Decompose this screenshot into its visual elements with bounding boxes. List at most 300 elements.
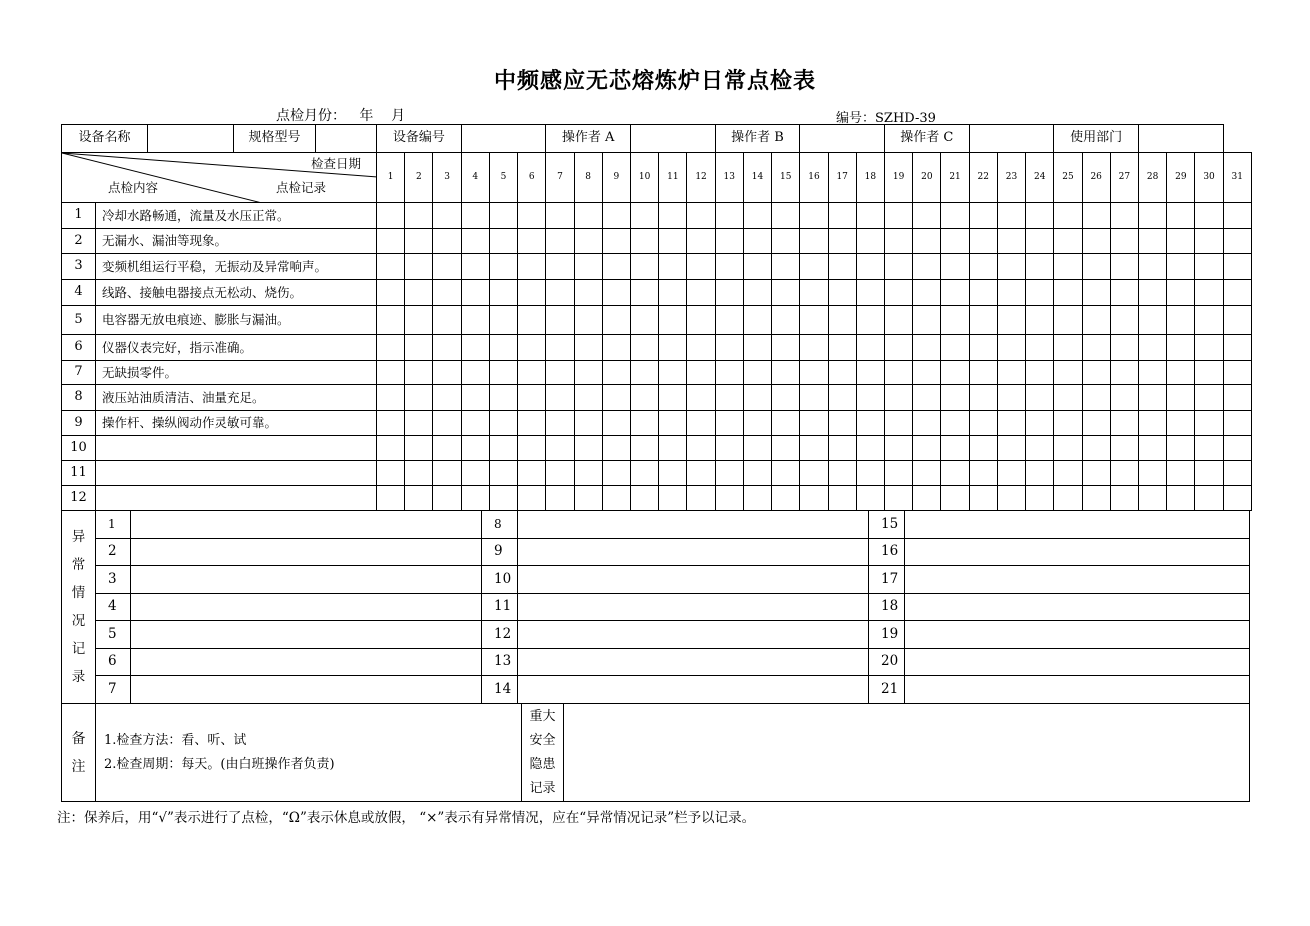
- check-cell[interactable]: [518, 385, 546, 411]
- check-cell[interactable]: [885, 335, 913, 361]
- check-cell[interactable]: [913, 361, 941, 385]
- check-cell[interactable]: [856, 306, 884, 335]
- major-hazard-field[interactable]: [564, 704, 1250, 802]
- check-cell[interactable]: [1167, 361, 1195, 385]
- check-cell[interactable]: [800, 280, 828, 306]
- check-cell[interactable]: [405, 306, 433, 335]
- check-cell[interactable]: [489, 385, 517, 411]
- check-cell[interactable]: [631, 411, 659, 436]
- check-cell[interactable]: [461, 229, 489, 254]
- check-cell[interactable]: [1110, 254, 1138, 280]
- check-cell[interactable]: [1110, 229, 1138, 254]
- check-cell[interactable]: [433, 254, 461, 280]
- check-cell[interactable]: [743, 385, 771, 411]
- check-cell[interactable]: [856, 280, 884, 306]
- check-cell[interactable]: [856, 203, 884, 229]
- abnormal-field[interactable]: [131, 621, 482, 649]
- check-cell[interactable]: [659, 229, 687, 254]
- check-cell[interactable]: [1139, 203, 1167, 229]
- check-cell[interactable]: [433, 306, 461, 335]
- check-cell[interactable]: [546, 436, 574, 461]
- check-cell[interactable]: [546, 203, 574, 229]
- check-cell[interactable]: [1110, 486, 1138, 511]
- check-cell[interactable]: [659, 254, 687, 280]
- check-cell[interactable]: [772, 486, 800, 511]
- check-cell[interactable]: [743, 436, 771, 461]
- check-cell[interactable]: [800, 411, 828, 436]
- check-cell[interactable]: [828, 203, 856, 229]
- check-cell[interactable]: [1082, 486, 1110, 511]
- check-cell[interactable]: [489, 361, 517, 385]
- check-cell[interactable]: [772, 361, 800, 385]
- check-cell[interactable]: [800, 361, 828, 385]
- check-cell[interactable]: [631, 335, 659, 361]
- check-cell[interactable]: [489, 254, 517, 280]
- check-cell[interactable]: [1026, 229, 1054, 254]
- check-cell[interactable]: [743, 461, 771, 486]
- check-cell[interactable]: [1054, 411, 1082, 436]
- check-cell[interactable]: [602, 361, 630, 385]
- check-cell[interactable]: [941, 411, 969, 436]
- check-cell[interactable]: [715, 461, 743, 486]
- check-cell[interactable]: [405, 229, 433, 254]
- check-cell[interactable]: [602, 229, 630, 254]
- check-cell[interactable]: [743, 229, 771, 254]
- check-cell[interactable]: [631, 254, 659, 280]
- check-cell[interactable]: [1167, 461, 1195, 486]
- check-cell[interactable]: [997, 411, 1025, 436]
- check-cell[interactable]: [1195, 203, 1223, 229]
- check-cell[interactable]: [1167, 385, 1195, 411]
- check-cell[interactable]: [405, 461, 433, 486]
- check-cell[interactable]: [518, 335, 546, 361]
- check-cell[interactable]: [941, 229, 969, 254]
- check-cell[interactable]: [856, 461, 884, 486]
- check-cell[interactable]: [1139, 229, 1167, 254]
- check-cell[interactable]: [913, 335, 941, 361]
- check-cell[interactable]: [800, 385, 828, 411]
- check-cell[interactable]: [433, 229, 461, 254]
- check-cell[interactable]: [631, 229, 659, 254]
- check-cell[interactable]: [941, 280, 969, 306]
- check-cell[interactable]: [405, 411, 433, 436]
- check-cell[interactable]: [687, 461, 715, 486]
- check-cell[interactable]: [715, 306, 743, 335]
- check-cell[interactable]: [1167, 411, 1195, 436]
- check-cell[interactable]: [659, 436, 687, 461]
- check-cell[interactable]: [631, 486, 659, 511]
- check-cell[interactable]: [405, 254, 433, 280]
- check-cell[interactable]: [489, 306, 517, 335]
- check-cell[interactable]: [518, 229, 546, 254]
- check-cell[interactable]: [1195, 385, 1223, 411]
- check-cell[interactable]: [715, 203, 743, 229]
- check-cell[interactable]: [715, 411, 743, 436]
- check-cell[interactable]: [602, 335, 630, 361]
- check-cell[interactable]: [433, 361, 461, 385]
- check-cell[interactable]: [997, 280, 1025, 306]
- check-cell[interactable]: [546, 254, 574, 280]
- check-cell[interactable]: [602, 254, 630, 280]
- check-cell[interactable]: [659, 335, 687, 361]
- check-cell[interactable]: [377, 385, 405, 411]
- check-cell[interactable]: [913, 280, 941, 306]
- check-cell[interactable]: [997, 306, 1025, 335]
- check-cell[interactable]: [828, 486, 856, 511]
- check-cell[interactable]: [743, 335, 771, 361]
- check-cell[interactable]: [1082, 254, 1110, 280]
- check-cell[interactable]: [913, 436, 941, 461]
- check-cell[interactable]: [800, 335, 828, 361]
- check-cell[interactable]: [772, 436, 800, 461]
- abnormal-field[interactable]: [905, 676, 1250, 704]
- check-cell[interactable]: [885, 254, 913, 280]
- check-cell[interactable]: [377, 229, 405, 254]
- check-cell[interactable]: [1139, 385, 1167, 411]
- check-cell[interactable]: [574, 203, 602, 229]
- check-cell[interactable]: [800, 203, 828, 229]
- check-cell[interactable]: [574, 306, 602, 335]
- check-cell[interactable]: [631, 203, 659, 229]
- check-cell[interactable]: [602, 486, 630, 511]
- check-cell[interactable]: [518, 486, 546, 511]
- check-cell[interactable]: [659, 203, 687, 229]
- check-cell[interactable]: [574, 385, 602, 411]
- check-cell[interactable]: [1054, 461, 1082, 486]
- check-cell[interactable]: [405, 486, 433, 511]
- check-cell[interactable]: [828, 411, 856, 436]
- check-cell[interactable]: [489, 486, 517, 511]
- check-cell[interactable]: [433, 411, 461, 436]
- check-cell[interactable]: [800, 461, 828, 486]
- check-cell[interactable]: [574, 461, 602, 486]
- check-cell[interactable]: [856, 411, 884, 436]
- abnormal-field[interactable]: [905, 648, 1250, 676]
- check-cell[interactable]: [997, 461, 1025, 486]
- check-cell[interactable]: [518, 280, 546, 306]
- abnormal-field[interactable]: [131, 593, 482, 621]
- check-cell[interactable]: [800, 254, 828, 280]
- check-cell[interactable]: [1110, 335, 1138, 361]
- abnormal-field[interactable]: [518, 538, 869, 566]
- check-cell[interactable]: [1195, 436, 1223, 461]
- check-cell[interactable]: [1054, 436, 1082, 461]
- check-cell[interactable]: [659, 461, 687, 486]
- check-cell[interactable]: [1082, 361, 1110, 385]
- check-cell[interactable]: [969, 436, 997, 461]
- check-cell[interactable]: [800, 306, 828, 335]
- check-cell[interactable]: [1026, 280, 1054, 306]
- check-cell[interactable]: [1110, 461, 1138, 486]
- check-cell[interactable]: [574, 361, 602, 385]
- check-cell[interactable]: [1195, 411, 1223, 436]
- check-cell[interactable]: [1195, 254, 1223, 280]
- check-cell[interactable]: [518, 411, 546, 436]
- check-cell[interactable]: [489, 203, 517, 229]
- check-cell[interactable]: [461, 486, 489, 511]
- abnormal-field[interactable]: [131, 676, 482, 704]
- check-cell[interactable]: [1026, 411, 1054, 436]
- abnormal-field[interactable]: [131, 511, 482, 539]
- check-cell[interactable]: [659, 486, 687, 511]
- check-cell[interactable]: [1195, 280, 1223, 306]
- equipment-name-field[interactable]: [148, 125, 234, 153]
- check-cell[interactable]: [1054, 280, 1082, 306]
- check-cell[interactable]: [602, 385, 630, 411]
- check-cell[interactable]: [405, 436, 433, 461]
- check-cell[interactable]: [405, 203, 433, 229]
- check-cell[interactable]: [941, 306, 969, 335]
- check-cell[interactable]: [772, 306, 800, 335]
- check-cell[interactable]: [1082, 306, 1110, 335]
- check-cell[interactable]: [489, 411, 517, 436]
- check-cell[interactable]: [885, 280, 913, 306]
- check-cell[interactable]: [461, 361, 489, 385]
- check-cell[interactable]: [1082, 411, 1110, 436]
- check-cell[interactable]: [885, 436, 913, 461]
- check-cell[interactable]: [885, 486, 913, 511]
- check-cell[interactable]: [461, 335, 489, 361]
- check-cell[interactable]: [1082, 229, 1110, 254]
- check-cell[interactable]: [1223, 361, 1251, 385]
- check-cell[interactable]: [377, 461, 405, 486]
- check-cell[interactable]: [743, 411, 771, 436]
- check-cell[interactable]: [433, 486, 461, 511]
- check-cell[interactable]: [433, 436, 461, 461]
- check-cell[interactable]: [1054, 203, 1082, 229]
- check-cell[interactable]: [1110, 280, 1138, 306]
- check-cell[interactable]: [433, 335, 461, 361]
- check-cell[interactable]: [574, 254, 602, 280]
- check-cell[interactable]: [885, 203, 913, 229]
- check-cell[interactable]: [969, 280, 997, 306]
- check-cell[interactable]: [489, 436, 517, 461]
- check-cell[interactable]: [997, 385, 1025, 411]
- check-cell[interactable]: [1223, 486, 1251, 511]
- check-cell[interactable]: [602, 461, 630, 486]
- operator-b-field[interactable]: [800, 125, 885, 153]
- check-cell[interactable]: [461, 411, 489, 436]
- check-cell[interactable]: [659, 411, 687, 436]
- check-cell[interactable]: [687, 361, 715, 385]
- check-cell[interactable]: [913, 486, 941, 511]
- check-cell[interactable]: [941, 436, 969, 461]
- check-cell[interactable]: [969, 203, 997, 229]
- check-cell[interactable]: [461, 254, 489, 280]
- check-cell[interactable]: [1082, 203, 1110, 229]
- abnormal-field[interactable]: [518, 676, 869, 704]
- abnormal-field[interactable]: [518, 566, 869, 594]
- check-cell[interactable]: [631, 436, 659, 461]
- check-cell[interactable]: [913, 203, 941, 229]
- check-cell[interactable]: [377, 411, 405, 436]
- check-cell[interactable]: [1139, 411, 1167, 436]
- check-cell[interactable]: [631, 461, 659, 486]
- check-cell[interactable]: [743, 280, 771, 306]
- check-cell[interactable]: [602, 436, 630, 461]
- check-cell[interactable]: [433, 280, 461, 306]
- check-cell[interactable]: [941, 254, 969, 280]
- check-cell[interactable]: [969, 385, 997, 411]
- check-cell[interactable]: [885, 411, 913, 436]
- check-cell[interactable]: [772, 335, 800, 361]
- check-cell[interactable]: [687, 486, 715, 511]
- check-cell[interactable]: [772, 254, 800, 280]
- check-cell[interactable]: [969, 486, 997, 511]
- check-cell[interactable]: [546, 280, 574, 306]
- check-cell[interactable]: [1223, 203, 1251, 229]
- check-cell[interactable]: [997, 335, 1025, 361]
- check-cell[interactable]: [800, 486, 828, 511]
- check-cell[interactable]: [997, 361, 1025, 385]
- check-cell[interactable]: [1223, 436, 1251, 461]
- check-cell[interactable]: [631, 361, 659, 385]
- check-cell[interactable]: [602, 411, 630, 436]
- check-cell[interactable]: [715, 335, 743, 361]
- check-cell[interactable]: [1195, 486, 1223, 511]
- check-cell[interactable]: [631, 306, 659, 335]
- check-cell[interactable]: [941, 361, 969, 385]
- check-cell[interactable]: [574, 436, 602, 461]
- check-cell[interactable]: [1167, 486, 1195, 511]
- check-cell[interactable]: [715, 436, 743, 461]
- check-cell[interactable]: [1054, 385, 1082, 411]
- check-cell[interactable]: [1223, 306, 1251, 335]
- check-cell[interactable]: [1082, 436, 1110, 461]
- check-cell[interactable]: [1223, 411, 1251, 436]
- check-cell[interactable]: [969, 335, 997, 361]
- check-cell[interactable]: [885, 385, 913, 411]
- check-cell[interactable]: [828, 385, 856, 411]
- check-cell[interactable]: [743, 254, 771, 280]
- check-cell[interactable]: [1082, 385, 1110, 411]
- check-cell[interactable]: [433, 461, 461, 486]
- check-cell[interactable]: [546, 461, 574, 486]
- check-cell[interactable]: [885, 461, 913, 486]
- operator-a-field[interactable]: [631, 125, 716, 153]
- check-cell[interactable]: [489, 229, 517, 254]
- check-cell[interactable]: [602, 280, 630, 306]
- check-cell[interactable]: [1167, 280, 1195, 306]
- check-cell[interactable]: [461, 461, 489, 486]
- check-cell[interactable]: [546, 335, 574, 361]
- check-cell[interactable]: [941, 385, 969, 411]
- check-cell[interactable]: [461, 436, 489, 461]
- check-cell[interactable]: [1026, 306, 1054, 335]
- check-cell[interactable]: [377, 486, 405, 511]
- abnormal-field[interactable]: [518, 511, 869, 539]
- check-cell[interactable]: [687, 306, 715, 335]
- check-cell[interactable]: [1195, 229, 1223, 254]
- check-cell[interactable]: [856, 361, 884, 385]
- abnormal-field[interactable]: [905, 621, 1250, 649]
- check-cell[interactable]: [772, 203, 800, 229]
- check-cell[interactable]: [1026, 361, 1054, 385]
- check-cell[interactable]: [772, 385, 800, 411]
- check-cell[interactable]: [631, 385, 659, 411]
- check-cell[interactable]: [687, 203, 715, 229]
- check-cell[interactable]: [659, 385, 687, 411]
- check-cell[interactable]: [574, 280, 602, 306]
- check-cell[interactable]: [1054, 486, 1082, 511]
- check-cell[interactable]: [377, 254, 405, 280]
- operator-c-field[interactable]: [969, 125, 1054, 153]
- check-cell[interactable]: [828, 280, 856, 306]
- check-cell[interactable]: [1082, 335, 1110, 361]
- check-cell[interactable]: [913, 385, 941, 411]
- check-cell[interactable]: [1223, 254, 1251, 280]
- check-cell[interactable]: [941, 486, 969, 511]
- check-cell[interactable]: [518, 306, 546, 335]
- check-cell[interactable]: [489, 461, 517, 486]
- check-cell[interactable]: [546, 385, 574, 411]
- check-cell[interactable]: [1054, 229, 1082, 254]
- check-cell[interactable]: [800, 229, 828, 254]
- check-cell[interactable]: [461, 306, 489, 335]
- check-cell[interactable]: [405, 385, 433, 411]
- check-cell[interactable]: [1223, 229, 1251, 254]
- check-cell[interactable]: [1026, 486, 1054, 511]
- check-cell[interactable]: [828, 254, 856, 280]
- check-cell[interactable]: [1139, 254, 1167, 280]
- check-cell[interactable]: [377, 335, 405, 361]
- check-cell[interactable]: [1139, 461, 1167, 486]
- check-cell[interactable]: [772, 411, 800, 436]
- check-cell[interactable]: [687, 229, 715, 254]
- check-cell[interactable]: [1026, 461, 1054, 486]
- check-cell[interactable]: [377, 306, 405, 335]
- check-cell[interactable]: [433, 203, 461, 229]
- check-cell[interactable]: [1139, 486, 1167, 511]
- abnormal-field[interactable]: [131, 538, 482, 566]
- check-cell[interactable]: [828, 229, 856, 254]
- check-cell[interactable]: [574, 411, 602, 436]
- check-cell[interactable]: [518, 361, 546, 385]
- abnormal-field[interactable]: [131, 566, 482, 594]
- check-cell[interactable]: [885, 361, 913, 385]
- check-cell[interactable]: [1110, 411, 1138, 436]
- abnormal-field[interactable]: [518, 593, 869, 621]
- check-cell[interactable]: [1054, 254, 1082, 280]
- check-cell[interactable]: [1139, 436, 1167, 461]
- check-cell[interactable]: [1110, 436, 1138, 461]
- check-cell[interactable]: [1139, 306, 1167, 335]
- check-cell[interactable]: [743, 306, 771, 335]
- check-cell[interactable]: [1167, 229, 1195, 254]
- check-cell[interactable]: [1167, 436, 1195, 461]
- check-cell[interactable]: [687, 254, 715, 280]
- check-cell[interactable]: [1223, 385, 1251, 411]
- check-cell[interactable]: [1167, 203, 1195, 229]
- check-cell[interactable]: [405, 361, 433, 385]
- check-cell[interactable]: [997, 436, 1025, 461]
- check-cell[interactable]: [856, 335, 884, 361]
- check-cell[interactable]: [913, 306, 941, 335]
- check-cell[interactable]: [518, 254, 546, 280]
- check-cell[interactable]: [518, 203, 546, 229]
- check-cell[interactable]: [1139, 280, 1167, 306]
- check-cell[interactable]: [1139, 335, 1167, 361]
- check-cell[interactable]: [969, 411, 997, 436]
- check-cell[interactable]: [602, 306, 630, 335]
- abnormal-field[interactable]: [905, 511, 1250, 539]
- equipment-no-field[interactable]: [461, 125, 546, 153]
- check-cell[interactable]: [885, 229, 913, 254]
- check-cell[interactable]: [715, 254, 743, 280]
- check-cell[interactable]: [489, 280, 517, 306]
- check-cell[interactable]: [574, 335, 602, 361]
- check-cell[interactable]: [743, 361, 771, 385]
